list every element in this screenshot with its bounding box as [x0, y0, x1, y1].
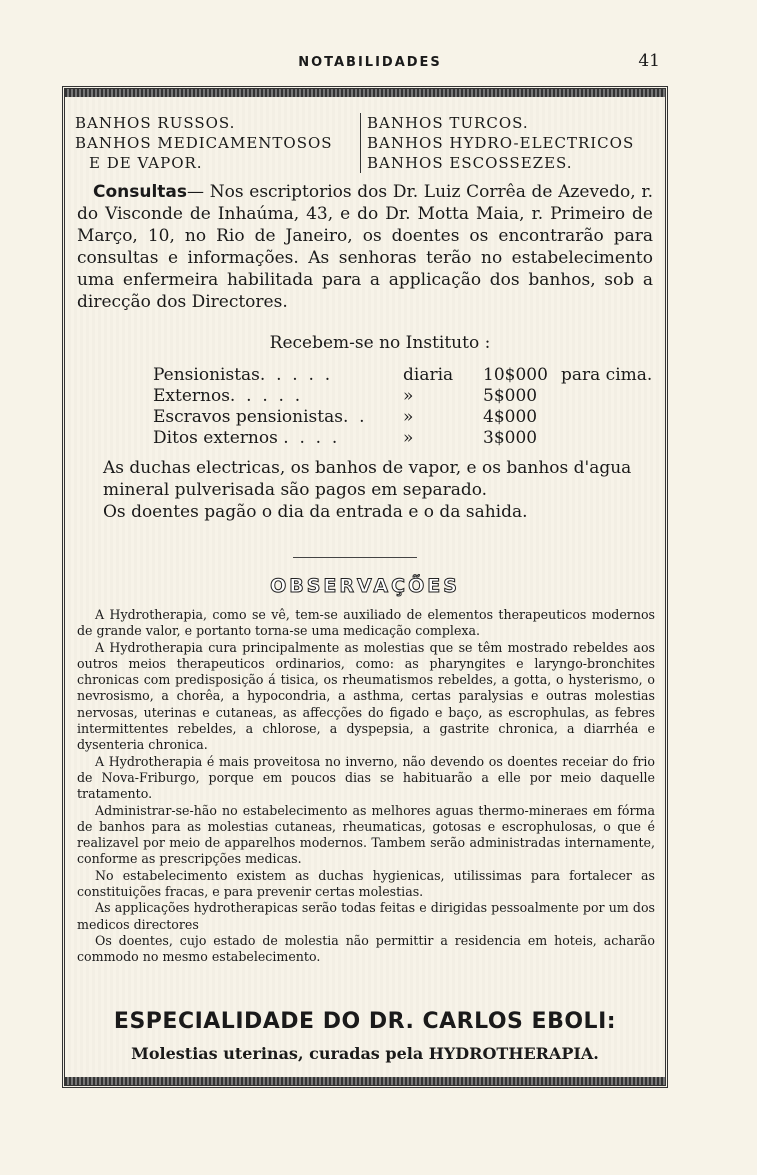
bath-type: BANHOS ESCOSSEZES. [367, 154, 573, 172]
recebem-heading: Recebem-se no Instituto : [269, 333, 491, 353]
bath-types-right [360, 113, 657, 173]
observacoes-title: OBSERVAÇÕES [270, 575, 460, 597]
notes [77, 457, 657, 523]
duchas-note: As duchas electricas, os banhos de vapor, e os banhos d'agua mineral pulverisada são pagos em separado. [103, 458, 632, 500]
observacao-paragraph: A Hydrotherapia cura principalmente as molestias que se têm mostrado rebeldes aos outros meios therapeuticos ordinarios, como: as pharyngites e laryngo-bronchites chronicas com predisposição á tisica, os rheumatismos rebeldes, a gotta, o hysterismo, o nevrosismo, a chorêa, a hypocondria, a asthma, certas paralysias e outras molestias nervosas, uterinas e cutaneas, as affecções do figado e baço, as escrophulas, as febres intermittentes rebeldes, a chlorose, a dyspepsia, a gastrite chronica, a diarrhéa e dysenteria chronica. [77, 639, 655, 753]
observacao-paragraph: A Hydrotherapia, como se vê, tem-se auxiliado de elementos therapeuticos modernos de grande valor, e portanto torna-se uma medicação complexa. [77, 607, 655, 639]
price-label: Ditos externos . . . . [153, 428, 338, 448]
consultas-text: — Nos escriptorios dos Dr. Luiz Corrêa de Azevedo, r. do Visconde de Inhaúma, 43, e do Dr. Motta Maia, r. Primeiro de Março, 10, no Rio de Janeiro, os doentes os encontrarão para consultas e informações. As senhoras terão no estabelecimento uma enfermeira habilitada para a applicação dos banhos, sob a direcção dos Directores. [77, 182, 653, 312]
consultas-label: Consultas [93, 182, 188, 202]
specialty-subtitle: Molestias uterinas, curadas pela HYDROTHERAPIA. [131, 1044, 599, 1063]
page-number: 41 [638, 51, 660, 71]
price-period: » [403, 428, 414, 448]
observacao-paragraph: No estabelecimento existem as duchas hygienicas, utilissimas para fortalecer as constituições fracas, e para prevenir certas molestias. [77, 867, 655, 900]
section-divider [293, 557, 417, 558]
price-label: Escravos pensionistas. . [153, 407, 365, 427]
observacao-paragraph: As applicações hydrotherapicas serão todas feitas e dirigidas pessoalmente por um dos medicos directores [77, 900, 655, 932]
observacao-paragraph: Os doentes, cujo estado de molestia não permittir a residencia em hoteis, acharão commodo no mesmo estabelecimento. [77, 932, 655, 965]
price-label: Externos. . . . . [153, 386, 301, 406]
price-extra: para cima. [561, 365, 653, 385]
page-header [70, 51, 670, 79]
advert-frame [62, 86, 668, 1088]
bath-type: BANHOS TURCOS. [367, 114, 529, 132]
price-list [153, 365, 653, 449]
price-amount: 5$000 [483, 386, 538, 406]
price-period: diaria [403, 365, 454, 385]
observacao-paragraph: Administrar-se-hão no estabelecimento as melhores aguas thermo-mineraes em fórma de banhos para as molestias cutaneas, rheumaticas, gotosas e escrophulosas, o que é realizavel por meio de apparelhos modernos. Tambem serão administradas internamente, conforme as prescripções medicas. [77, 802, 655, 867]
bath-type: BANHOS RUSSOS. [75, 114, 236, 132]
price-period: » [403, 407, 414, 427]
price-row [153, 428, 653, 449]
running-title: NOTABILIDADES [298, 55, 442, 70]
price-amount: 10$000 [483, 365, 548, 385]
bath-types-left [75, 113, 355, 173]
price-row [153, 365, 653, 386]
price-amount: 4$000 [483, 407, 538, 427]
observacao-paragraph: A Hydrotherapia é mais proveitosa no inverno, não devendo os doentes receiar do frio de Nova-Friburgo, porque em poucos dias se habituarão a elle por meio daquelle tratamento. [77, 753, 655, 802]
bath-type: BANHOS HYDRO-ELECTRICOS [367, 134, 635, 152]
bath-type: BANHOS MEDICAMENTOSOS [75, 134, 333, 152]
price-label: Pensionistas. . . . . [153, 365, 331, 385]
bath-type: E DE VAPOR. [89, 154, 203, 172]
observacoes-body [77, 607, 655, 966]
payment-note: Os doentes pagão o dia da entrada e o da sahida. [103, 502, 528, 522]
price-row [153, 386, 653, 407]
specialty-heading: ESPECIALIDADE DO DR. CARLOS EBOLI: [113, 1009, 617, 1034]
price-amount: 3$000 [483, 428, 538, 448]
price-period: » [403, 386, 414, 406]
consultas-paragraph [77, 181, 653, 313]
price-row [153, 407, 653, 428]
